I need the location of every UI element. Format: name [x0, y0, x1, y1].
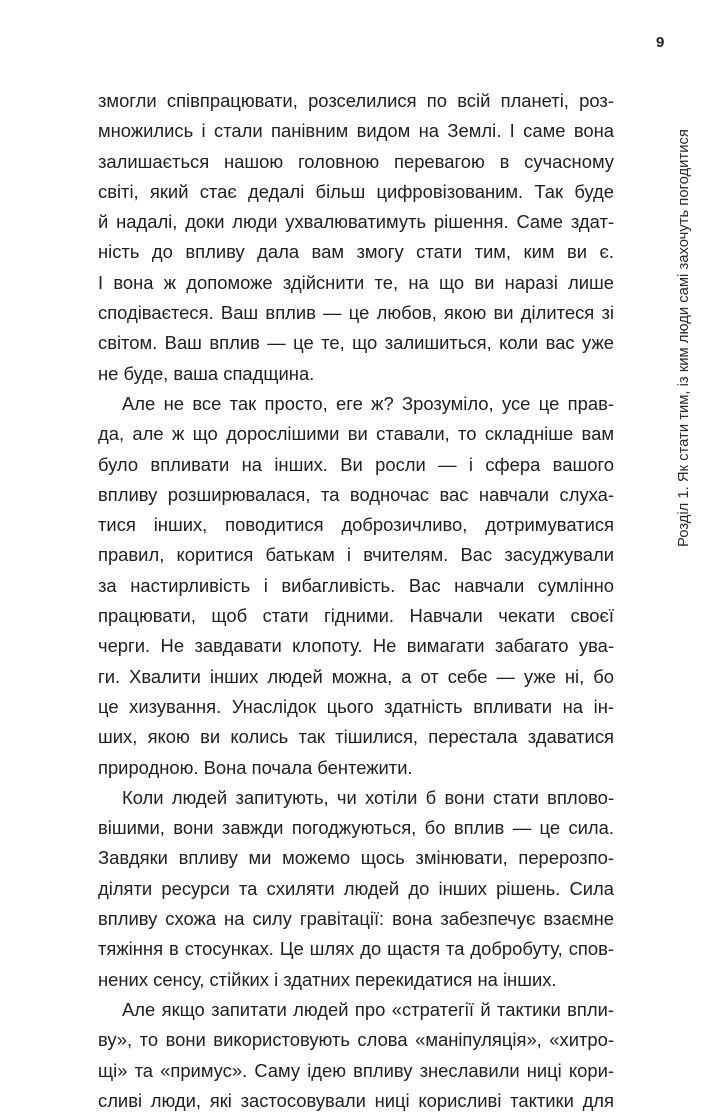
paragraph-2 — [98, 389, 614, 783]
text-line: світом. Ваш вплив — це те, що залишиться, коли вас уже — [98, 332, 614, 354]
text-line: Коли людей запитують, чи хотіли б вони стати вплово- — [122, 786, 614, 808]
text-line: множились і стали панівним видом на Землі. І саме вона — [98, 120, 614, 142]
text-line: тяжіння в стосунках. Це шлях до щастя та добробуту, спов- — [98, 938, 614, 960]
text-line: сливі люди, які застосовували ниці корисливі тактики для — [98, 1089, 614, 1111]
text-line: ву», то вони використовують слова «маніпуляція», «хитро- — [98, 1029, 614, 1051]
text-line: Але не все так просто, еге ж? Зрозуміло, усе це прав- — [122, 392, 614, 414]
text-line: працювати, щоб стати гідними. Навчали чекати своєї — [98, 605, 614, 627]
text-line: нених сенсу, стійких і здатних перекидатися на інших. — [98, 968, 557, 990]
body-text — [98, 86, 614, 1116]
text-line: було впливати на інших. Ви росли — і сфера вашого — [98, 453, 614, 475]
paragraph-3 — [98, 783, 614, 995]
running-head-text: Розділ 1. Як стати тим, із ким люди самі захочуть погодитися — [676, 129, 692, 547]
text-line: ність до впливу дала вам змогу стати тим, ким ви є. — [98, 241, 614, 263]
running-head — [674, 77, 694, 547]
text-line: І вона ж допоможе здійснити те, на що ви наразі лише — [98, 271, 614, 293]
text-line: змогли співпрацювати, розселилися по всій планеті, роз- — [98, 90, 614, 111]
text-line: впливу розширювалася, та водночас вас навчали слуха- — [98, 483, 614, 505]
text-line: Завдяки впливу ми можемо щось змінювати, перерозпо- — [98, 847, 614, 869]
text-line: вішими, вони завжди погоджуються, бо вплив — це сила. — [98, 817, 614, 839]
text-line: діляти ресурси та схиляти людей до інших рішень. Сила — [98, 877, 614, 899]
text-line: тися інших, поводитися доброзичливо, дотримуватися — [98, 514, 614, 536]
text-line: ги. Хвалити інших людей можна, а от себе — уже ні, бо — [98, 665, 614, 687]
text-line: за настирливість і вибагливість. Вас навчали сумлінно — [98, 574, 614, 596]
text-line: й надалі, доки люди ухвалюватимуть рішення. Саме здат- — [98, 211, 614, 233]
text-line: да, але ж що дорослішими ви ставали, то складніше вам — [98, 423, 614, 445]
page-number: 9 — [656, 34, 665, 51]
text-line: світі, який стає дедалі більш цифровізованим. Так буде — [98, 180, 614, 202]
text-line: впливу схожа на силу гравітації: вона забезпечує взаємне — [98, 908, 614, 930]
text-line: це хизування. Унаслідок цього здатність впливати на ін- — [98, 695, 614, 717]
text-line: черги. Не завдавати клопоту. Не вимагати забагато ува- — [98, 635, 614, 657]
paragraph-1 — [98, 86, 614, 389]
text-line: природною. Вона почала бентежити. — [98, 756, 413, 778]
text-line: ших, якою ви колись так тішилися, перестала здаватися — [98, 726, 614, 748]
text-line: Але якщо запитати людей про «стратегії й тактики впли- — [122, 998, 614, 1020]
text-line: сподіваєтеся. Ваш вплив — це любов, якою ви ділитеся зі — [98, 302, 614, 324]
text-line: щі» та «примус». Саму ідею впливу знеславили ниці кори- — [98, 1059, 614, 1081]
text-line: правил, коритися батькам і вчителям. Вас засуджували — [98, 544, 614, 566]
text-line: не буде, ваша спадщина. — [98, 362, 315, 384]
text-line: залишається нашою головною перевагою в сучасному — [98, 150, 614, 172]
paragraph-4 — [98, 995, 614, 1116]
